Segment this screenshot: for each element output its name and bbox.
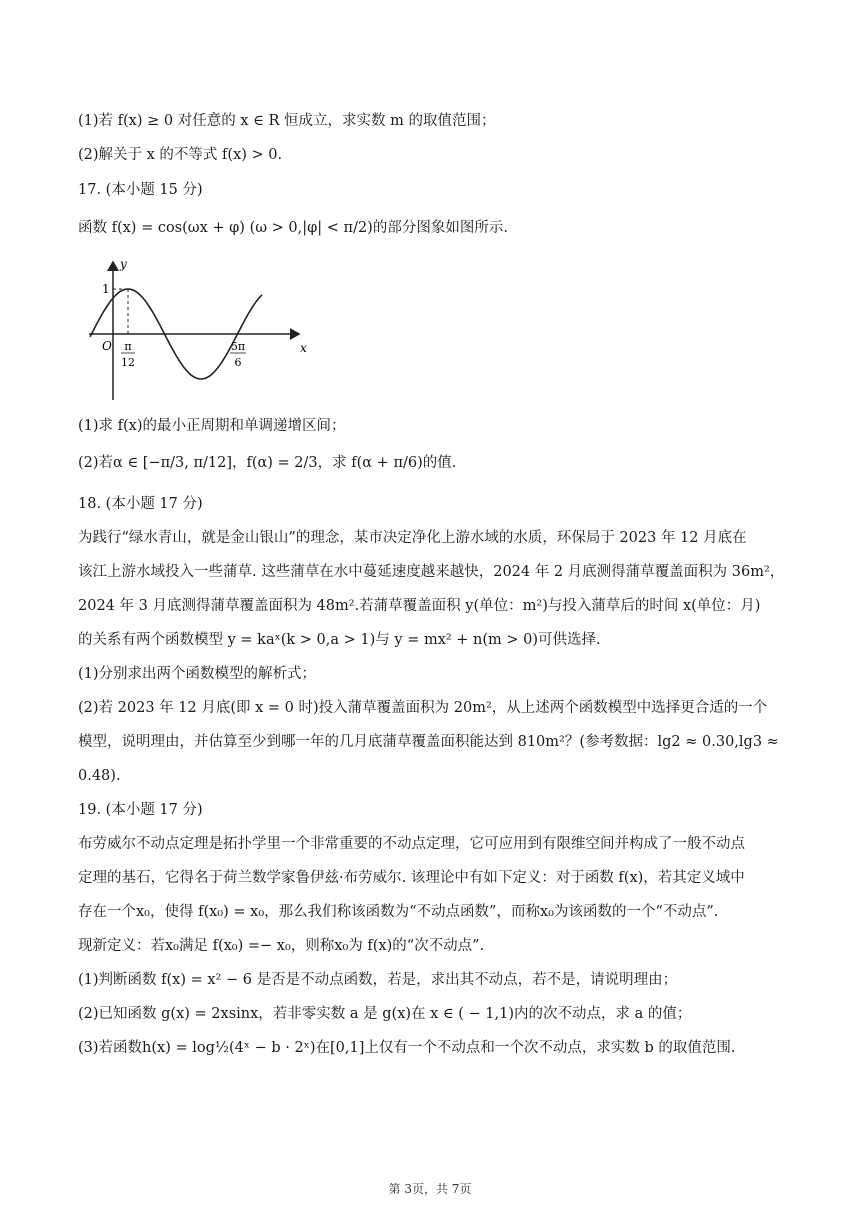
- text-line: (1)求 f(x)的最小正周期和单调递增区间；: [78, 418, 346, 434]
- text-line: (2)若 2023 年 12 月底(即 x = 0 时)投入蒲草覆盖面积为 20m²，从上述两个函数模型中选择更合适的一个: [78, 700, 768, 716]
- text-line: 2024 年 3 月底测得蒲草覆盖面积为 48m².若蒲草覆盖面积 y(单位：m²)与投入蒲草后的时间 x(单位：月): [78, 598, 761, 614]
- cosine-graph-figure: [84, 254, 314, 404]
- x-tick-label-denominator: 6: [234, 356, 242, 369]
- text-line: (2)若α ∈ [−π/3, π/12]，f(α) = 2/3，求 f(α + π/6)的值.: [78, 455, 457, 471]
- text-line: 定理的基石，它得名于荷兰数学家鲁伊兹·布劳威尔. 该理论中有如下定义：对于函数 f(x)，若其定义域中: [78, 870, 745, 886]
- problem-17-heading: 17. (本小题 15 分): [78, 182, 203, 198]
- origin-label: O: [102, 339, 112, 353]
- text-line: (1)分别求出两个函数模型的解析式；: [78, 666, 317, 682]
- text-line: 现新定义：若x₀满足 f(x₀) =− x₀，则称x₀为 f(x)的“次不动点”.: [78, 938, 485, 954]
- text-line: (1)若 f(x) ≥ 0 对任意的 x ∈ R 恒成立，求实数 m 的取值范围；: [78, 113, 496, 129]
- x-axis-label: x: [300, 341, 307, 355]
- text-line: (3)若函数h(x) = log½(4ˣ − b · 2ˣ)在[0,1]上仅有一个不动点和一个次不动点，求实数 b 的取值范围.: [78, 1040, 736, 1056]
- x-tick-label-numerator: 5π: [230, 340, 246, 353]
- page-footer: 第 3页，共 7页: [388, 1182, 472, 1196]
- text-line: 函数 f(x) = cos(ωx + φ) (ω > 0,|φ| < π/2)的部分图象如图所示.: [78, 220, 508, 236]
- text-line: 布劳威尔不动点定理是拓扑学里一个非常重要的不动点定理，它可应用到有限维空间并构成了一般不动点: [78, 836, 745, 852]
- text-line: (2)已知函数 g(x) = 2xsinx，若非零实数 a 是 g(x)在 x ∈ ( − 1,1)内的次不动点，求 a 的值；: [78, 1006, 692, 1022]
- text-line: 0.48).: [78, 768, 121, 784]
- text-line: 的关系有两个函数模型 y = kaˣ(k > 0,a > 1)与 y = mx² + n(m > 0)可供选择.: [78, 632, 601, 648]
- y-tick-label: 1: [102, 282, 110, 296]
- x-tick-label-numerator: π: [124, 340, 132, 353]
- text-line: (1)判断函数 f(x) = x² − 6 是否是不动点函数，若是，求出其不动点，若不是，请说明理由；: [78, 972, 678, 988]
- cosine-graph-svg: [84, 254, 314, 404]
- text-line: 该江上游水域投入一些蒲草. 这些蒲草在水中蔓延速度越来越快，2024 年 2 月底测得蒲草覆盖面积为 36m²，: [78, 564, 785, 580]
- y-axis-label: y: [120, 257, 127, 271]
- text-line: (2)解关于 x 的不等式 f(x) > 0.: [78, 147, 283, 163]
- text-line: 模型，说明理由，并估算至少到哪一年的几月底蒲草覆盖面积能达到 810m²？(参考数据：lg2 ≈ 0.30,lg3 ≈: [78, 734, 779, 750]
- x-tick-label-denominator: 12: [121, 356, 135, 369]
- text-line: 存在一个x₀，使得 f(x₀) = x₀，那么我们称该函数为“不动点函数”，而称x₀为该函数的一个“不动点”.: [78, 904, 719, 920]
- text-line: 为践行“绿水青山，就是金山银山”的理念，某市决定净化上游水域的水质，环保局于 2023 年 12 月底在: [78, 530, 747, 546]
- problem-19-heading: 19. (本小题 17 分): [78, 802, 203, 818]
- problem-18-heading: 18. (本小题 17 分): [78, 496, 203, 512]
